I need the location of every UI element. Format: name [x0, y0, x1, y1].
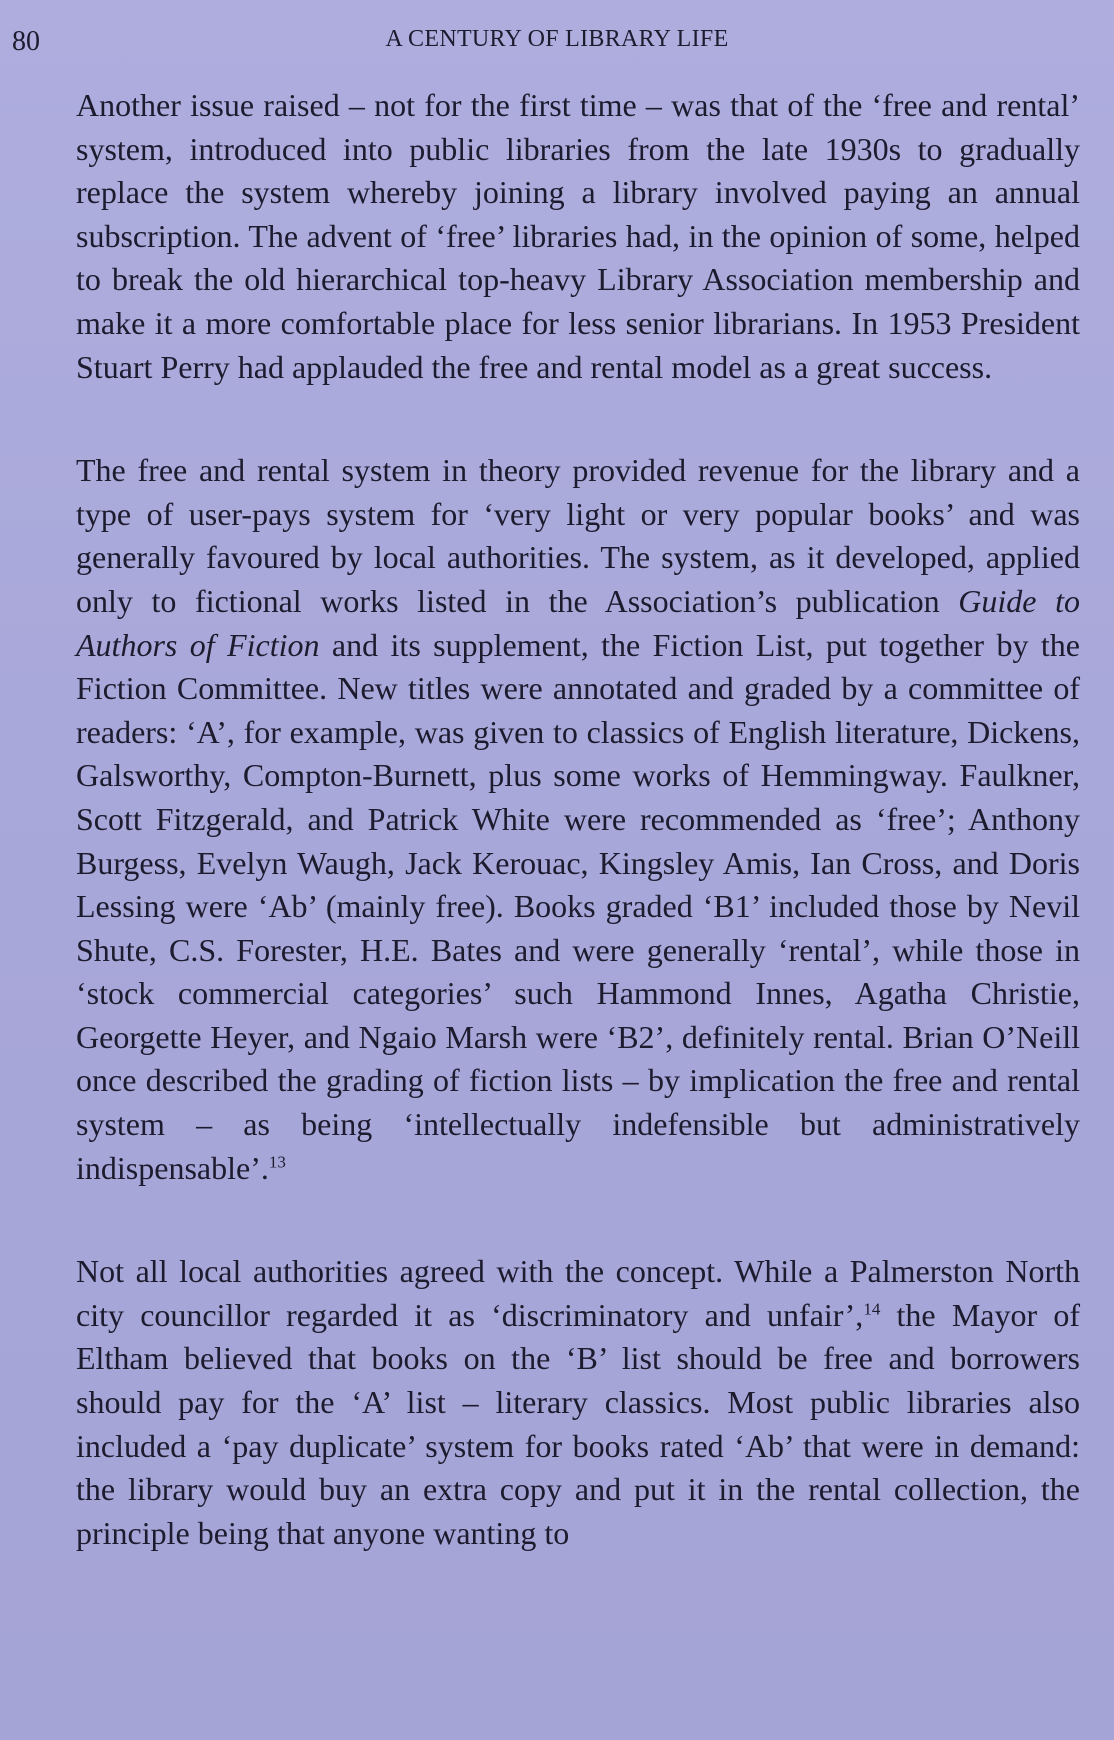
paragraph-1-text: Another issue raised – not for the first time – was that of the ‘free and rental’ system, introduced into public libraries from the late 1930s to gradually replace the system whereby joining a library involved paying an annual subscription. The advent of ‘free’ libraries had, in the opinion of some, helped to break the old hierarchical top-heavy Library Association membership and make it a more comfortable place for less senior librarians. In 1953 President Stuart Perry had applauded the free and rental model as a great success.: [76, 87, 1080, 385]
footnote-marker-14: 14: [863, 1299, 881, 1319]
paragraph-1: [76, 84, 1080, 389]
body-text: [76, 84, 1080, 1555]
paragraph-3-text-part2: the Mayor of Eltham believed that books on the ‘B’ list should be free and borrowers should pay for the ‘A’ list – literary classics. Most public libraries also included a ‘pay duplicate’ system for books rated ‘Ab’ that were in demand: the library would buy an extra copy and put it in the rental collection, the principle being that anyone wanting to: [76, 1296, 1081, 1551]
page-number: 80: [12, 26, 40, 57]
book-title-italic: Guide to Authors of Fiction: [76, 582, 1081, 663]
paragraph-3: [76, 1250, 1080, 1555]
running-head: A CENTURY OF LIBRARY LIFE: [385, 26, 729, 52]
paragraph-3-text-part1: Not all local authorities agreed with the concept. While a Palmerston North city councillor regarded it as ‘discriminatory and unfair’,: [76, 1253, 1080, 1333]
paragraph-2: [76, 449, 1080, 1190]
paragraph-2-text-before-italic: The free and rental system in theory provided revenue for the library and a type of user-pays system for ‘very light or very popular books’ and was generally favoured by local authorities. The system, as it developed, applied only to fictional works listed in the Association’s publication: [76, 452, 1080, 619]
paragraph-2-text-after-italic: and its supplement, the Fiction List, put together by the Fiction Committee. New titles were annotated and graded by a committee of readers: ‘A’, for example, was given to classics of English literature, Dickens, Galsworthy, Compton-Burnett, plus some works of Hemmingway. Faulkner, Scott Fitzgerald, and Patrick White were recommended as ‘free’; Anthony Burgess, Evelyn Waugh, Jack Kerouac, Kingsley Amis, Ian Cross, and Doris Lessing were ‘Ab’ (mainly free). Books graded ‘B1’ included those by Nevil Shute, C.S. Forester, H.E. Bates and were generally ‘rental’, while those in ‘stock commercial categories’ such Hammond Innes, Agatha Christie, Georgette Heyer, and Ngaio Marsh were ‘B2’, definitely rental. Brian O’Neill once described the grading of fiction lists – by implication the free and rental system – as being ‘intellectually indefensible but administratively indispensable’.: [76, 626, 1081, 1186]
footnote-marker-13: 13: [268, 1152, 286, 1171]
